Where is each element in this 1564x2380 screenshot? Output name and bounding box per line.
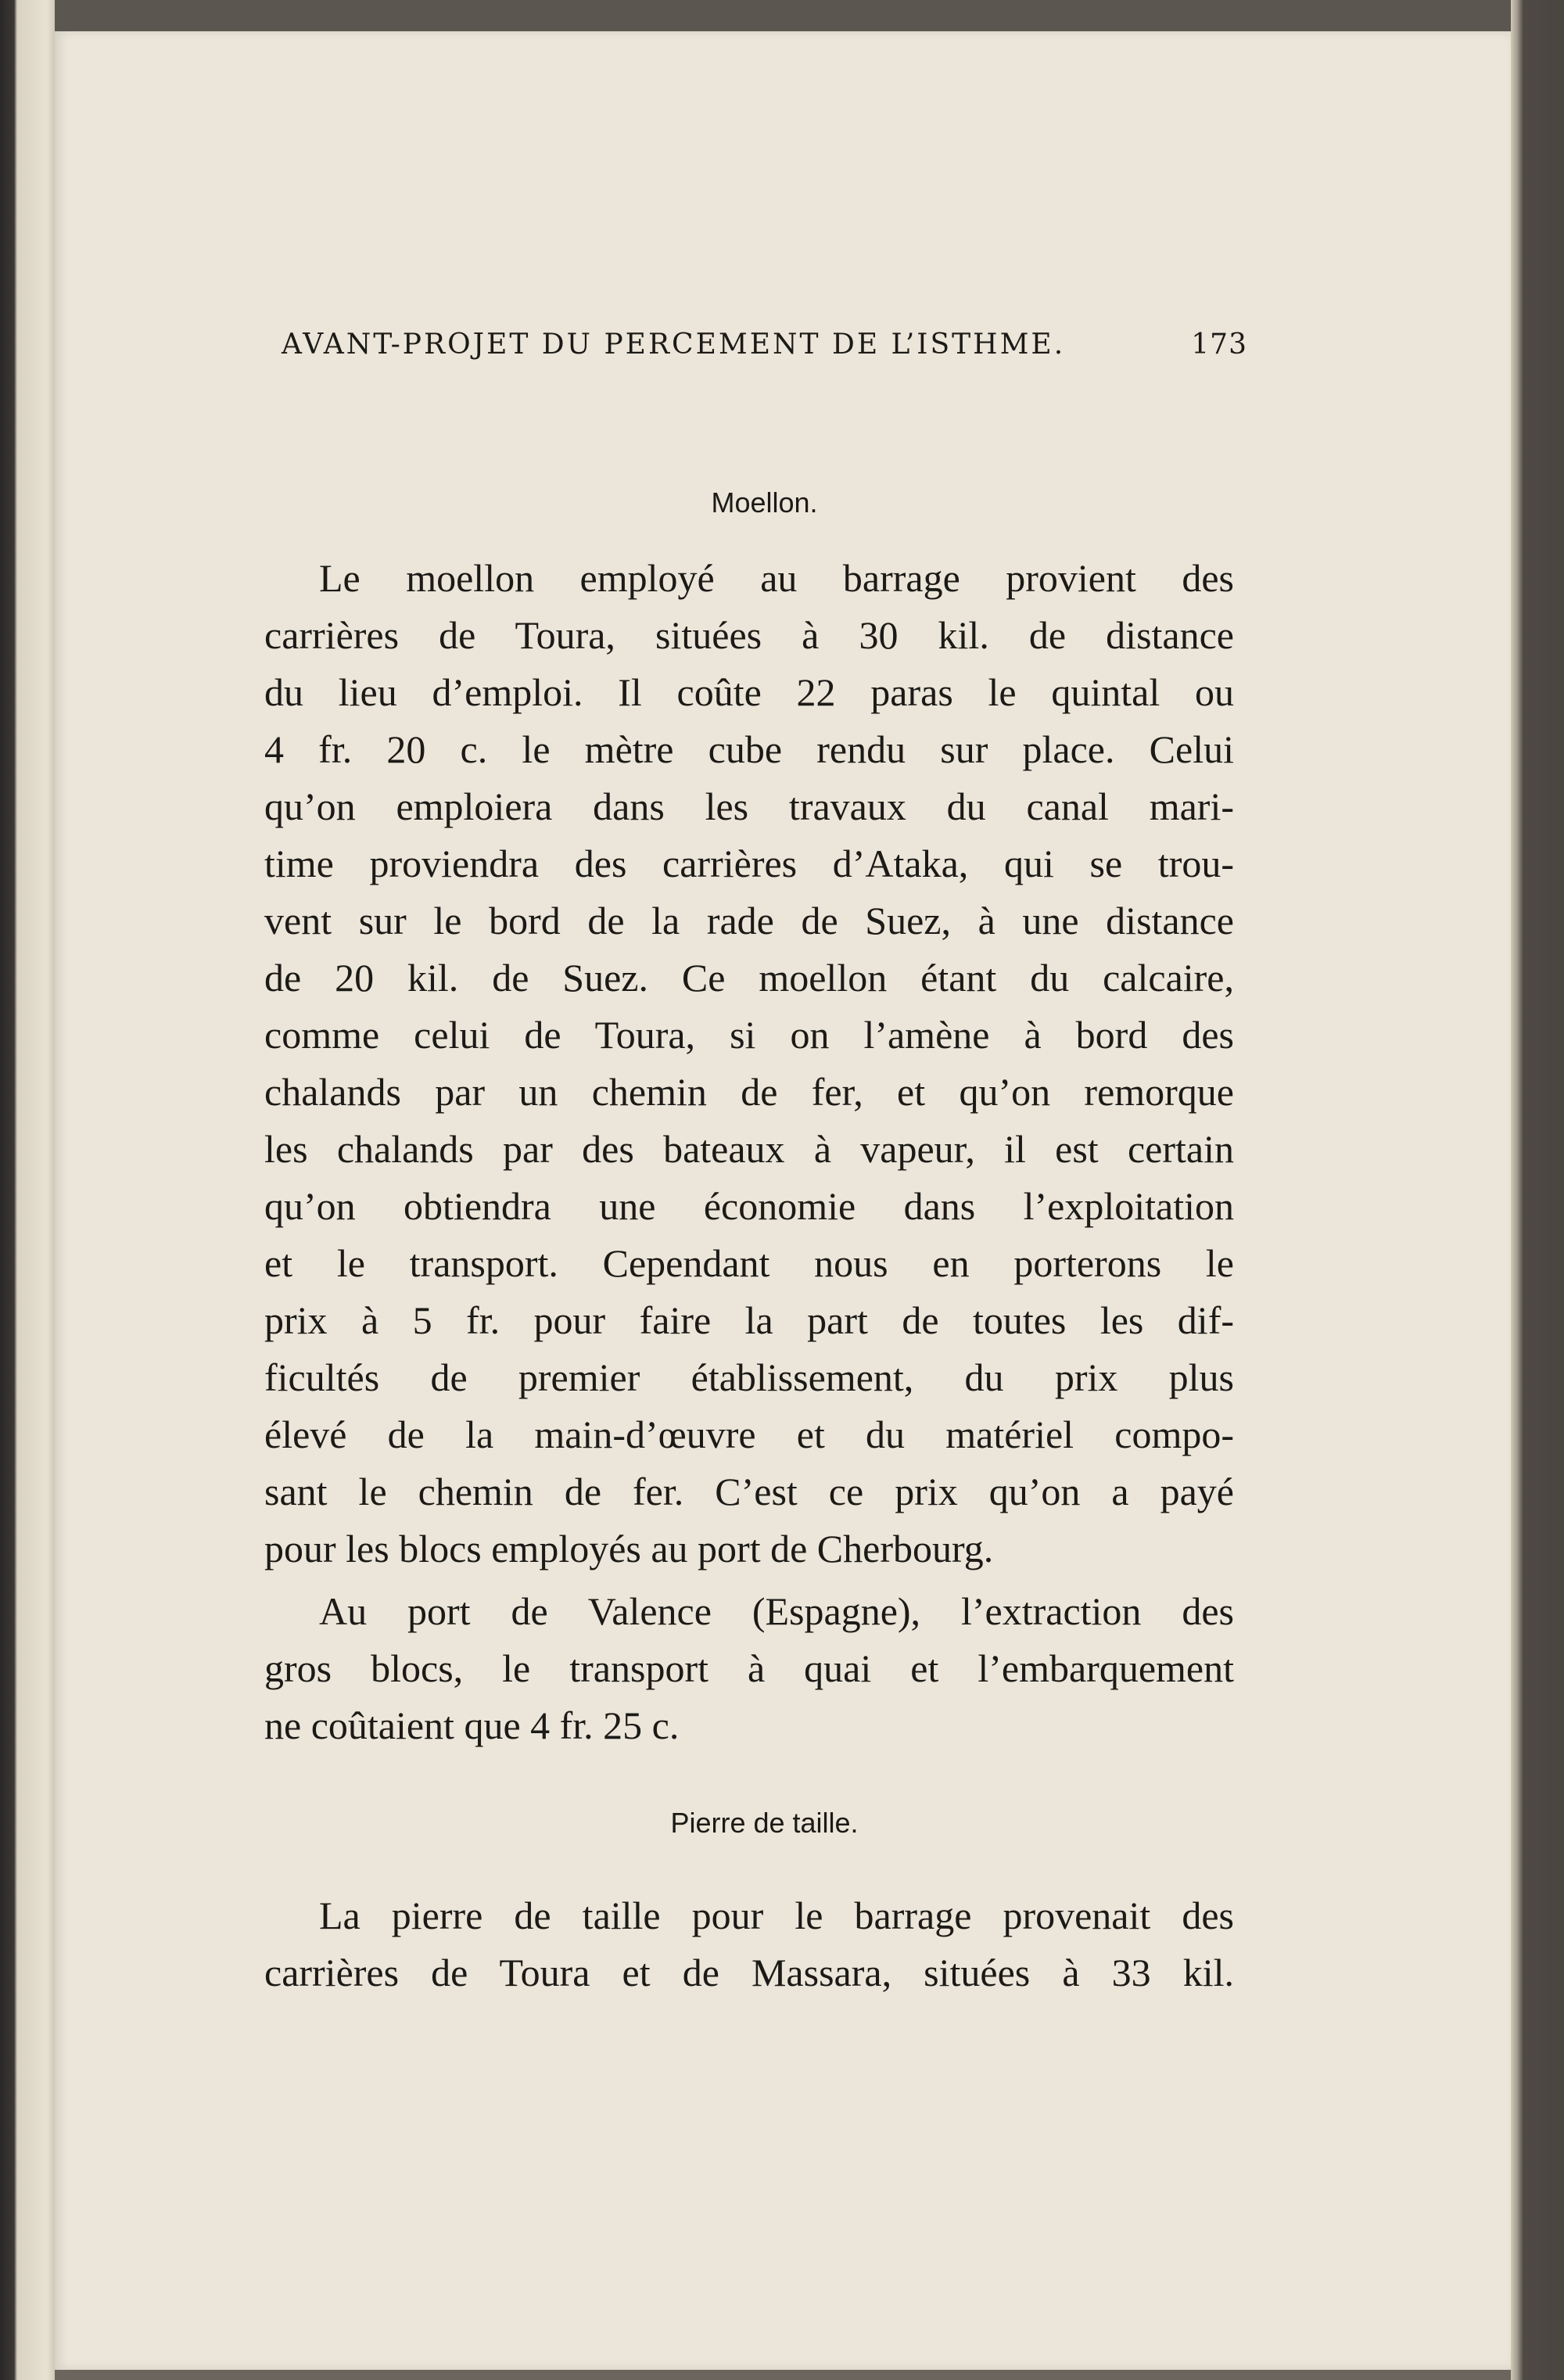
page-sheet — [55, 31, 1511, 2370]
paragraph-moellon-1 — [264, 550, 1234, 1578]
text-line: gros blocs, le transport à quai et l’embarquement — [264, 1646, 1234, 1690]
section-heading-pierre-de-taille: Pierre de taille. — [670, 1807, 859, 1839]
text-line: pour les blocs employés au port de Cherbourg. — [264, 1527, 994, 1571]
text-line: du lieu d’emploi. Il coûte 22 paras le quintal ou — [264, 670, 1234, 714]
text-line: Au port de Valence (Espagne), l’extraction des — [319, 1589, 1234, 1633]
text-line: prix à 5 fr. pour faire la part de toutes les dif- — [264, 1298, 1234, 1342]
text-line: qu’on emploiera dans les travaux du canal mari- — [264, 784, 1234, 828]
scan-background-top — [55, 0, 1564, 31]
text-line: les chalands par des bateaux à vapeur, il est certain — [264, 1127, 1234, 1171]
text-line: qu’on obtiendra une économie dans l’exploitation — [264, 1184, 1234, 1228]
previous-page-edge — [0, 0, 55, 2380]
text-line: sant le chemin de fer. C’est ce prix qu’on a payé — [264, 1470, 1234, 1513]
paragraph-pierre-de-taille-1 — [264, 1887, 1234, 2001]
text-line: élevé de la main-d’œuvre et du matériel compo- — [264, 1413, 1234, 1456]
section-heading-moellon: Moellon. — [711, 486, 818, 519]
text-line: ficultés de premier établissement, du prix plus — [264, 1355, 1234, 1399]
text-line: carrières de Toura, situées à 30 kil. de distance — [264, 613, 1234, 657]
scan-background-right — [1511, 0, 1564, 2380]
running-head — [282, 328, 1247, 375]
text-line: comme celui de Toura, si on l’amène à bord des — [264, 1013, 1234, 1057]
running-head-title: AVANT-PROJET DU PERCEMENT DE L’ISTHME. — [282, 328, 1066, 361]
text-line: time proviendra des carrières d’Ataka, qui se trou- — [264, 842, 1234, 885]
text-line: de 20 kil. de Suez. Ce moellon étant du calcaire, — [264, 956, 1234, 1000]
text-line: Le moellon employé au barrage provient des — [319, 556, 1234, 600]
text-line: vent sur le bord de la rade de Suez, à une distance — [264, 899, 1234, 942]
text-line: 4 fr. 20 c. le mètre cube rendu sur place. Celui — [264, 727, 1234, 771]
paragraph-moellon-2 — [264, 1583, 1234, 1754]
text-line: ne coûtaient que 4 fr. 25 c. — [264, 1703, 680, 1747]
text-line: carrières de Toura et de Massara, situées à 33 kil. — [264, 1951, 1234, 1994]
text-line: La pierre de taille pour le barrage provenait des — [319, 1894, 1234, 1937]
page-number: 173 — [1191, 328, 1247, 361]
text-line: et le transport. Cependant nous en porterons le — [264, 1241, 1234, 1285]
text-line: chalands par un chemin de fer, et qu’on remorque — [264, 1070, 1234, 1114]
